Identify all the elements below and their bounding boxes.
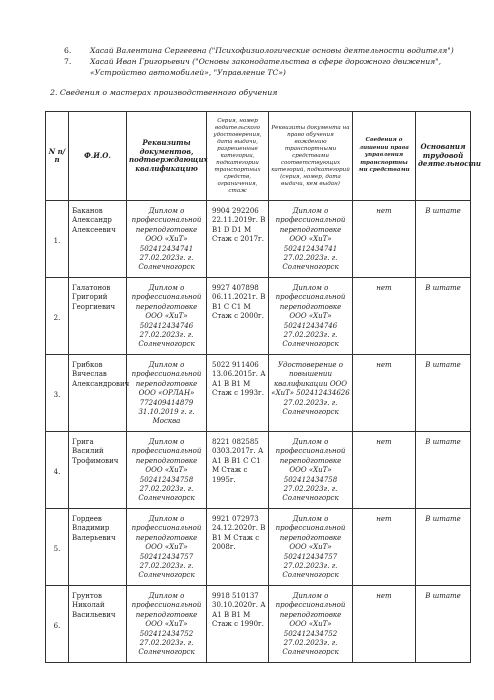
header-deprived: Сведения о лишении права управления транспортны ми средствами	[353, 112, 416, 201]
row-license: 9921 072973 24.12.2020г. В В1 М Стаж с 2008г.	[207, 509, 269, 586]
row-basis: В штате	[416, 355, 471, 432]
row-number: 2.	[46, 278, 69, 355]
table-row	[46, 586, 471, 663]
table-header-row	[46, 112, 471, 201]
row-fio: Баканов Александр Алексеевич	[69, 201, 127, 278]
row-license: 9904 292206 22.11.2019г. В В1 D D1 М Стаж с 2017г.	[207, 201, 269, 278]
section-title: 2. Сведения о мастерах производственного обучения	[50, 88, 278, 97]
row-training: Диплом о профессиональной переподготовке ООО «ХиТ» 502412434757 27.02.2023г. г. Солнечногорск	[269, 509, 353, 586]
row-deprived: нет	[353, 586, 416, 663]
row-docs: Диплом о профессиональной переподготовке ООО «ХиТ» 502412434758 27.02.2023г. г. Солнечногорск	[127, 432, 207, 509]
row-training: Диплом о профессиональной переподготовке ООО «ХиТ» 502412434741 27.02.2023г. г. Солнечногорск	[269, 201, 353, 278]
list-item-text: Хасай Валентина Сергеевна ("Психофизиологические основы деятельности водителя")	[90, 46, 454, 55]
row-deprived: нет	[353, 432, 416, 509]
row-docs: Диплом о профессиональной переподготовке ООО «ХиТ» 502412434746 27.02.2023г. г. Солнечногорск	[127, 278, 207, 355]
row-docs: Диплом о профессиональной переподготовке ООО «ХиТ» 502412434741 27.02.2023г. г. Солнечногорск	[127, 201, 207, 278]
list-item	[40, 45, 470, 56]
row-training: Диплом о профессиональной переподготовке ООО «ХиТ» 502412434752 27.02.2023г. г. Солнечногорск	[269, 586, 353, 663]
row-docs: Диплом о профессиональной переподготовке ООО «ХиТ» 502412434757 27.02.2023г. г. Солнечногорск	[127, 509, 207, 586]
row-training: Удостоверение о повышении квалификации ООО «ХиТ» 502412434626 27.02.2023г. г. Солнечногорск	[269, 355, 353, 432]
row-fio: Грибков Вячеслав Александрович	[69, 355, 127, 432]
row-number: 5.	[46, 509, 69, 586]
teacher-list	[40, 45, 470, 78]
table-row	[46, 432, 471, 509]
list-item-text: Хасай Иван Григорьевич ("Основы законодательства в сфере дорожного движения", «Устройство автомобилей», "Управление ТС»)	[90, 57, 442, 77]
row-license: 8221 082585 0303.2017г. А А1 В В1 С С1 М Стаж с 1995г.	[207, 432, 269, 509]
header-license: Серия, номер водительского удостоверения, дата выдачи, разрешенные категории, подкатегории транспортных средств, ограничения, стаж	[207, 112, 269, 201]
row-basis: В штате	[416, 509, 471, 586]
row-training: Диплом о профессиональной переподготовке ООО «ХиТ» 502412434758 27.02.2023г. г. Солнечногорск	[269, 432, 353, 509]
row-docs: Диплом о профессиональной переподготовке ООО «ОРЛАН» 772409414879 31.10.2019 г. г. Москва	[127, 355, 207, 432]
header-docs: Реквизиты документов, подтверждающих квалификацию	[127, 112, 207, 201]
row-basis: В штате	[416, 201, 471, 278]
header-num: N п/п	[46, 112, 69, 201]
instructors-table	[45, 111, 482, 663]
header-basis: Основания трудовой деятельности	[416, 112, 471, 201]
row-basis: В штате	[416, 586, 471, 663]
row-number: 1.	[46, 201, 69, 278]
row-number: 3.	[46, 355, 69, 432]
row-fio: Галатонов Григорий Георгиевич	[69, 278, 127, 355]
row-docs: Диплом о профессиональной переподготовке ООО «ХиТ» 502412434752 27.02.2023г. г. Солнечногорск	[127, 586, 207, 663]
row-license: 9927 407898 06.11.2021г. В В1 С С1 М Стаж с 2000г.	[207, 278, 269, 355]
row-fio: Грига Василий Трофимович	[69, 432, 127, 509]
row-number: 4.	[46, 432, 69, 509]
row-deprived: нет	[353, 278, 416, 355]
row-basis: В штате	[416, 432, 471, 509]
header-training: Реквизиты документа на право обучения вождению транспортными средствами соответствующих категорий, подкатегорий (серия, номер, дата выдачи, кем выдан)	[269, 112, 353, 201]
row-fio: Гордеев Владимир Валерьевич	[69, 509, 127, 586]
table-row	[46, 201, 471, 278]
list-item	[40, 56, 470, 78]
row-basis: В штате	[416, 278, 471, 355]
row-deprived: нет	[353, 355, 416, 432]
header-fio: Ф.И.О.	[69, 112, 127, 201]
table-row	[46, 355, 471, 432]
list-item-number: 6.	[64, 46, 72, 55]
table-row	[46, 278, 471, 355]
list-item-number: 7.	[64, 57, 72, 66]
row-number: 6.	[46, 586, 69, 663]
row-fio: Грунтов Николай Васильевич	[69, 586, 127, 663]
table-row	[46, 509, 471, 586]
row-training: Диплом о профессиональной переподготовке ООО «ХиТ» 502412434746 27.02.2023г. г. Солнечногорск	[269, 278, 353, 355]
row-deprived: нет	[353, 509, 416, 586]
row-license: 9918 510137 30.10.2020г. А А1 В В1 М Стаж с 1990г.	[207, 586, 269, 663]
row-deprived: нет	[353, 201, 416, 278]
row-license: 5022 911406 13.06.2015г. А А1 В В1 М Стаж с 1993г.	[207, 355, 269, 432]
